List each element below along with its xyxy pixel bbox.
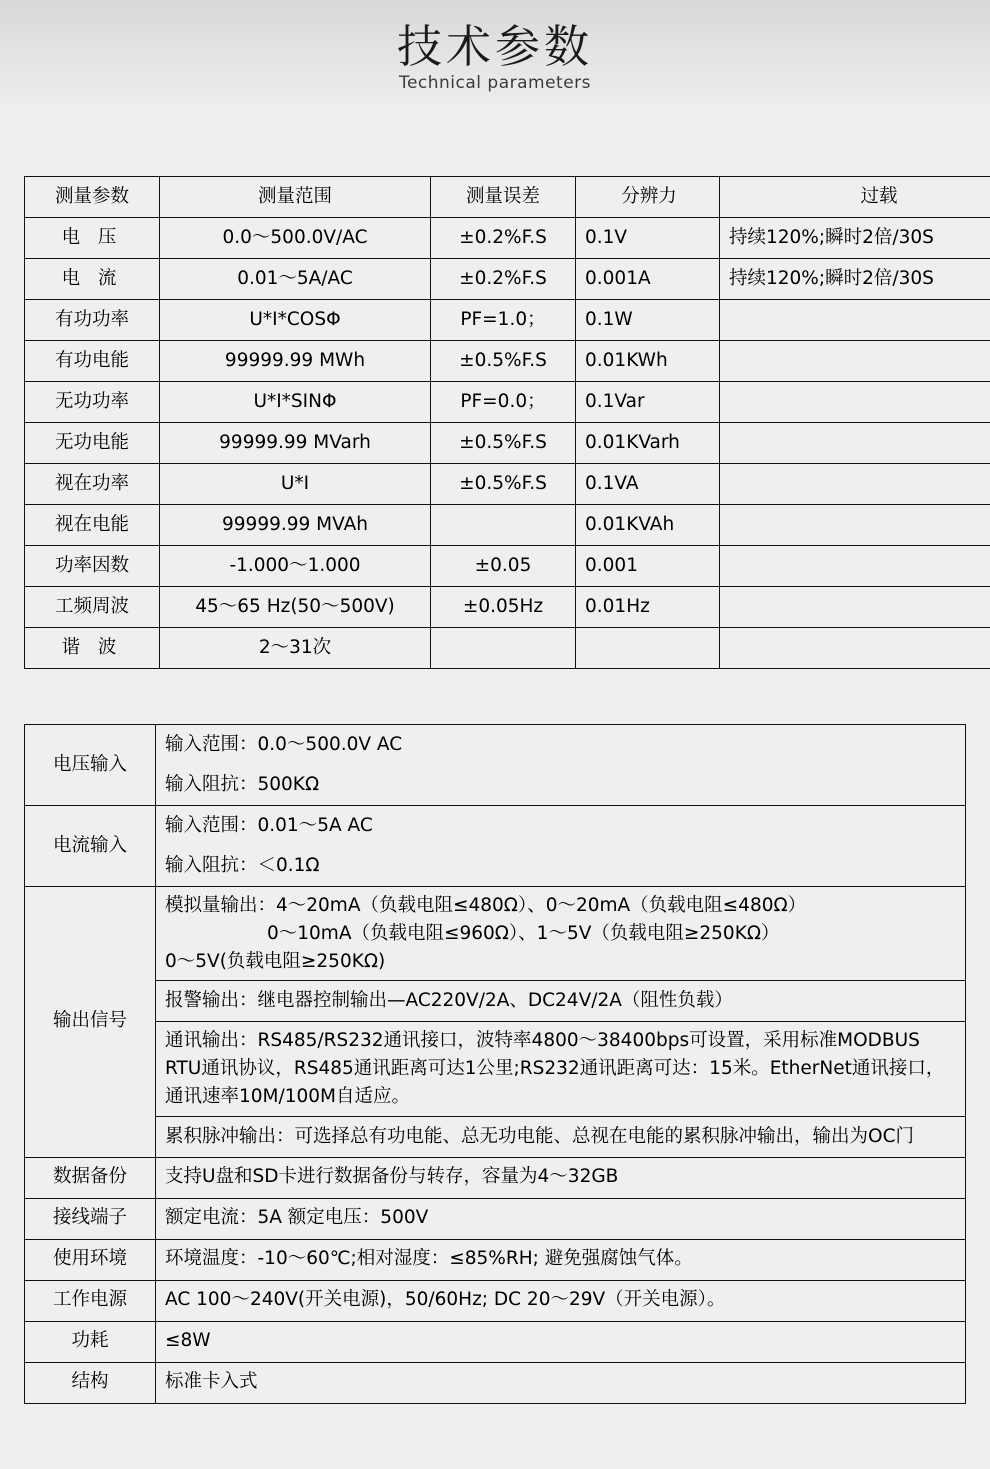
cell-range: -1.000～1.000 <box>160 546 431 587</box>
cell-range: U*I*SINΦ <box>160 382 431 423</box>
column-header-overload: 过载 <box>720 177 990 218</box>
table-row <box>25 1321 966 1362</box>
table-row <box>25 1362 966 1403</box>
table-row <box>25 1198 966 1239</box>
cell-resolution: 0.001A <box>576 259 720 300</box>
cell-resolution: 0.01Hz <box>576 587 720 628</box>
row-label-structure: 结构 <box>25 1362 156 1403</box>
row-label-terminal: 接线端子 <box>25 1198 156 1239</box>
cell-overload <box>720 300 990 341</box>
cell-range: U*I*COSΦ <box>160 300 431 341</box>
cell-error: ±0.05Hz <box>431 587 576 628</box>
table-row <box>25 464 990 505</box>
table-row <box>25 300 990 341</box>
row-label: 功率因数 <box>25 546 160 587</box>
table-row <box>25 628 990 669</box>
cell-resolution: 0.1Var <box>576 382 720 423</box>
cell-resolution: 0.01KWh <box>576 341 720 382</box>
output-analog-line-3: 0～5V(负载电阻≥250KΩ) <box>165 950 386 972</box>
cell-error: ±0.5%F.S <box>431 423 576 464</box>
row-label: 有功功率 <box>25 300 160 341</box>
table-row <box>25 765 966 806</box>
cell-overload <box>720 505 990 546</box>
cell-power-supply: AC 100～240V(开关电源)，50/60Hz; DC 20～29V（开关电源）。 <box>156 1280 966 1321</box>
row-label-data-backup: 数据备份 <box>25 1157 156 1198</box>
cell-overload <box>720 341 990 382</box>
row-label: 谐 波 <box>25 628 160 669</box>
cell-error <box>431 505 576 546</box>
row-label: 工频周波 <box>25 587 160 628</box>
cell-range: 99999.99 MVarh <box>160 423 431 464</box>
page-title: 技术参数 <box>396 20 593 74</box>
cell-error <box>431 628 576 669</box>
cell-resolution: 0.1W <box>576 300 720 341</box>
measurement-parameters-table <box>24 176 990 669</box>
cell-resolution: 0.001 <box>576 546 720 587</box>
table-row <box>25 1116 966 1157</box>
cell-overload <box>720 587 990 628</box>
table-row <box>25 806 966 847</box>
cell-resolution: 0.1VA <box>576 464 720 505</box>
table-row <box>25 1022 966 1116</box>
cell-resolution <box>576 628 720 669</box>
cell-output-communication: 通讯输出：RS485/RS232通讯接口，波特率4800～38400bps可设置，采用标准MODBUS RTU通讯协议，RS485通讯距离可达1公里;RS232通讯距离可达：15米。EtherNet通讯接口，通讯速率10M/100M自适应。 <box>156 1022 966 1116</box>
cell-error: ±0.2%F.S <box>431 218 576 259</box>
output-analog-line-2: 0～10mA（负载电阻≤960Ω）、1～5V（负载电阻≥250KΩ） <box>267 922 780 944</box>
table-row <box>25 341 990 382</box>
row-label-consumption: 功耗 <box>25 1321 156 1362</box>
row-label-voltage-input: 电压输入 <box>25 725 156 806</box>
page-subtitle: Technical parameters <box>398 72 592 93</box>
row-label-power-supply: 工作电源 <box>25 1280 156 1321</box>
cell-overload: 持续120%;瞬时2倍/30S <box>720 259 990 300</box>
row-label: 无功电能 <box>25 423 160 464</box>
cell-error: ±0.5%F.S <box>431 341 576 382</box>
cell-overload: 持续120%;瞬时2倍/30S <box>720 218 990 259</box>
cell-resolution: 0.1V <box>576 218 720 259</box>
cell-output-pulse: 累积脉冲输出：可选择总有功电能、总无功电能、总视在电能的累积脉冲输出，输出为OC门 <box>156 1116 966 1157</box>
cell-range: 45～65 Hz(50～500V) <box>160 587 431 628</box>
cell-error: ±0.05 <box>431 546 576 587</box>
row-label: 电 压 <box>25 218 160 259</box>
cell-resolution: 0.01KVAh <box>576 505 720 546</box>
cell-range: 99999.99 MVAh <box>160 505 431 546</box>
cell-resolution: 0.01KVarh <box>576 423 720 464</box>
table-row <box>25 725 966 766</box>
content-sheet <box>0 176 990 1404</box>
column-header-error: 测量误差 <box>431 177 576 218</box>
row-label: 视在电能 <box>25 505 160 546</box>
table-row <box>25 423 990 464</box>
cell-range: 0.01～5A/AC <box>160 259 431 300</box>
cell-data-backup: 支持U盘和SD卡进行数据备份与转存，容量为4～32GB <box>156 1157 966 1198</box>
table-row <box>25 981 966 1022</box>
row-label: 无功功率 <box>25 382 160 423</box>
page-header <box>0 0 990 116</box>
cell-voltage-input-range: 输入范围：0.0～500.0V AC <box>156 725 966 766</box>
cell-overload <box>720 628 990 669</box>
row-label: 电 流 <box>25 259 160 300</box>
cell-range: 2～31次 <box>160 628 431 669</box>
row-label-current-input: 电流输入 <box>25 806 156 887</box>
cell-environment: 环境温度：-10～60℃;相对湿度：≤85%RH; 避免强腐蚀气体。 <box>156 1239 966 1280</box>
cell-overload <box>720 423 990 464</box>
table-row <box>25 259 990 300</box>
row-label-output-signal: 输出信号 <box>25 887 156 1158</box>
table-row <box>25 382 990 423</box>
cell-structure: 标准卡入式 <box>156 1362 966 1403</box>
cell-consumption: ≤8W <box>156 1321 966 1362</box>
table-header-row <box>25 177 990 218</box>
row-label: 有功电能 <box>25 341 160 382</box>
table-row <box>25 846 966 887</box>
table-row <box>25 1280 966 1321</box>
cell-terminal: 额定电流：5A 额定电压：500V <box>156 1198 966 1239</box>
cell-output-alarm: 报警输出：继电器控制输出—AC220V/2A、DC24V/2A（阻性负载） <box>156 981 966 1022</box>
table-row <box>25 587 990 628</box>
table-row <box>25 887 966 981</box>
column-header-resolution: 分辨力 <box>576 177 720 218</box>
cell-current-input-impedance: 输入阻抗：＜0.1Ω <box>156 846 966 887</box>
table-row <box>25 218 990 259</box>
row-label-environment: 使用环境 <box>25 1239 156 1280</box>
cell-output-analog <box>156 887 966 981</box>
table-row <box>25 505 990 546</box>
cell-error: ±0.5%F.S <box>431 464 576 505</box>
cell-overload <box>720 546 990 587</box>
specifications-table <box>24 724 966 1404</box>
output-analog-line-1: 模拟量输出：4～20mA（负载电阻≤480Ω）、0～20mA（负载电阻≤480Ω） <box>165 895 807 916</box>
table-row <box>25 1239 966 1280</box>
table-row <box>25 546 990 587</box>
cell-overload <box>720 382 990 423</box>
cell-range: 99999.99 MWh <box>160 341 431 382</box>
column-header-range: 测量范围 <box>160 177 431 218</box>
cell-range: U*I <box>160 464 431 505</box>
cell-error: PF=1.0； <box>431 300 576 341</box>
cell-error: ±0.2%F.S <box>431 259 576 300</box>
table-row <box>25 1157 966 1198</box>
row-label: 视在功率 <box>25 464 160 505</box>
cell-error: PF=0.0； <box>431 382 576 423</box>
cell-current-input-range: 输入范围：0.01～5A AC <box>156 806 966 847</box>
cell-overload <box>720 464 990 505</box>
cell-range: 0.0～500.0V/AC <box>160 218 431 259</box>
cell-voltage-input-impedance: 输入阻抗：500KΩ <box>156 765 966 806</box>
column-header-param: 测量参数 <box>25 177 160 218</box>
